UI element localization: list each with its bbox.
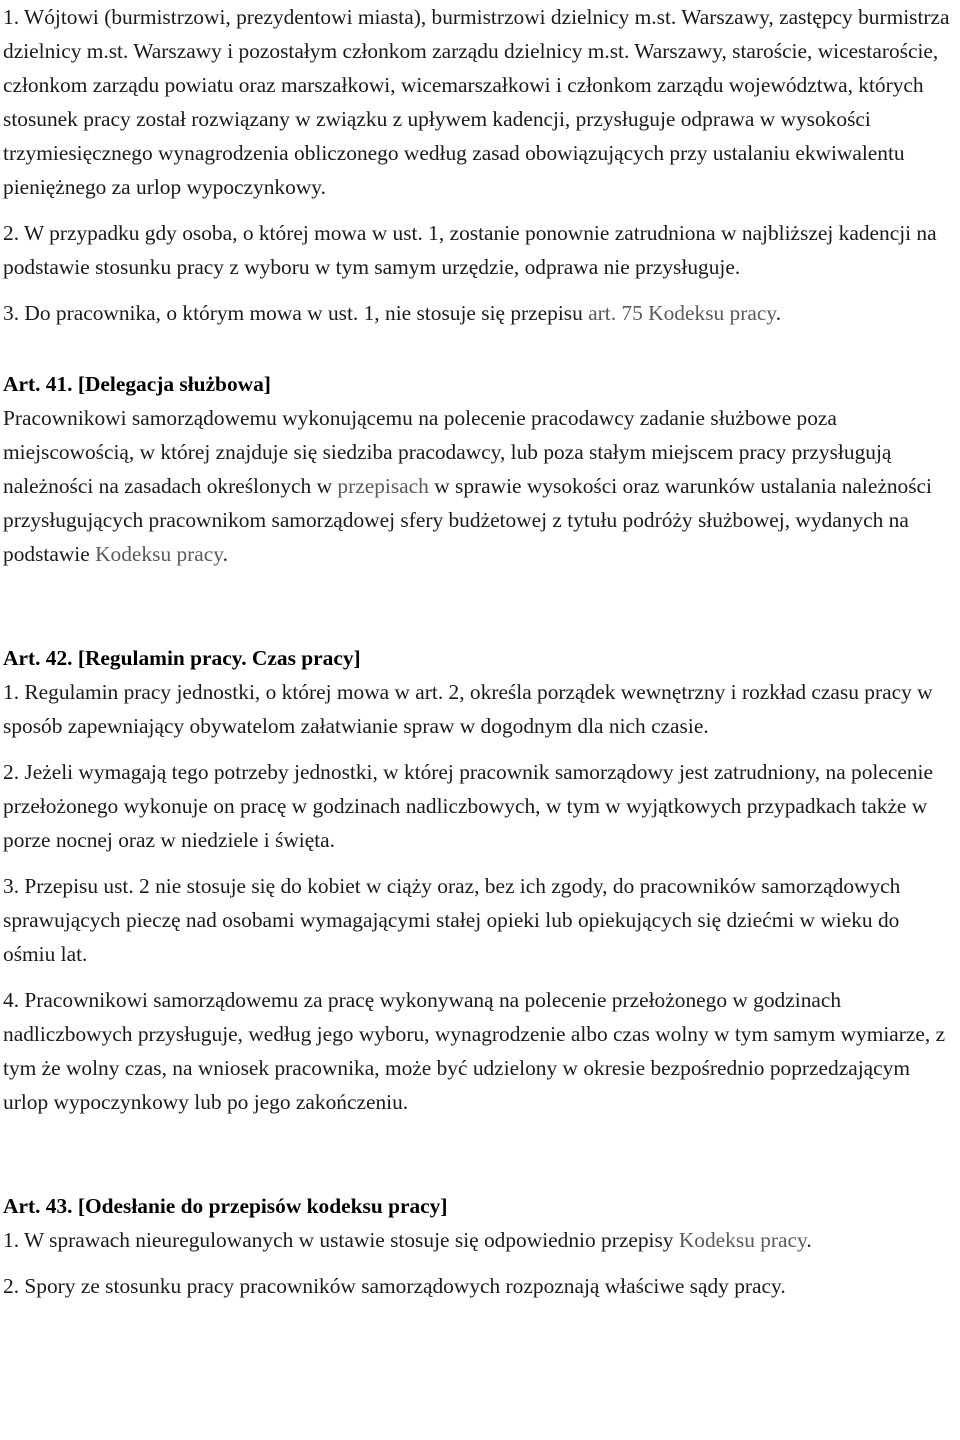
paragraph-text: Pracownikowi samorządowemu wykonującemu na polecenie pracodawcy zadanie służbowe poza miejscowością, w której znajduje się siedziba pracodawcy, lub poza stałym miejscem pracy przysługują należności na zasadach określonych w [3, 406, 892, 498]
paragraph: 1. Regulamin pracy jednostki, o której mowa w art. 2, określa porządek wewnętrzny i rozkład czasu pracy w sposób zapewniający obywatelom załatwianie spraw w dogodnym dla nich czasie. [3, 680, 933, 738]
paragraph [3, 1223, 952, 1257]
paragraph-text: 3. Do pracownika, o którym mowa w ust. 1, nie stosuje się przepisu [3, 301, 589, 325]
przepisy-link[interactable]: przepisach [337, 474, 429, 498]
paragraph: 2. W przypadku gdy osoba, o której mowa w ust. 1, zostanie ponownie zatrudniona w najbliższej kadencji na podstawie stosunku pracy z wyboru w tym samym urzędzie, odprawa nie przysługuje. [3, 221, 937, 279]
paragraph: 4. Pracownikowi samorządowemu za pracę wykonywaną na polecenie przełożonego w godzinach nadliczbowych przysługuje, według jego wyboru, wynagrodzenie albo czas wolny w tym samym wymiarze, z tym że wolny czas, na wniosek pracownika, może być udzielony w okresie bezpośrednio poprzedzającym urlop wypoczynkowy lub po jego zakończeniu. [3, 988, 946, 1114]
paragraph-text: 1. W sprawach nieuregulowanych w ustawie stosuje się odpowiednio przepisy [3, 1228, 679, 1252]
paragraph-text: . [806, 1228, 812, 1252]
paragraph-text: . [222, 542, 228, 566]
kodeks-pracy-link[interactable]: Kodeksu pracy [678, 1228, 807, 1252]
kodeks-pracy-link[interactable]: Kodeksu pracy [95, 542, 223, 566]
paragraph: 3. Przepisu ust. 2 nie stosuje się do kobiet w ciąży oraz, bez ich zgody, do pracowników samorządowych sprawujących pieczę nad osobami wymagającymi stałej opieki lub opiekujących się dziećmi w wieku do ośmiu lat. [3, 874, 901, 966]
article-42-heading: Art. 42. [Regulamin pracy. Czas pracy] [3, 646, 361, 670]
article-41-heading: Art. 41. [Delegacja służbowa] [3, 372, 271, 396]
paragraph-text: w sprawie wysokości oraz warunków ustalania należności przysługujących pracownikom samorządowej sfery budżetowej z tytułu podróży służbowej, wydanych na podstawie [3, 474, 932, 566]
paragraph: 2. Spory ze stosunku pracy pracowników samorządowych rozpoznają właściwe sądy pracy. [3, 1274, 786, 1298]
paragraph [3, 296, 952, 330]
kodeks-pracy-art-75-link[interactable]: art. 75 Kodeksu pracy [588, 301, 776, 325]
paragraph: 1. Wójtowi (burmistrzowi, prezydentowi miasta), burmistrzowi dzielnicy m.st. Warszawy, zastępcy burmistrza dzielnicy m.st. Warszawy i pozostałym członkom zarządu dzielnicy m.st. Warszawy, staroście, wicestaroście, członkom zarządu powiatu oraz marszałkowi, wicemarszałkowi i członkom zarządu województwa, których stosunek pracy został rozwiązany w związku z upływem kadencji, przysługuje odprawa w wysokości trzymiesięcznego wynagrodzenia obliczonego według zasad obowiązujących przy ustalaniu ekwiwalentu pieniężnego za urlop wypoczynkowy. [3, 5, 950, 199]
article-43-heading: Art. 43. [Odesłanie do przepisów kodeksu pracy] [3, 1194, 448, 1218]
paragraph: 2. Jeżeli wymagają tego potrzeby jednostki, w której pracownik samorządowy jest zatrudniony, na polecenie przełożonego wykonuje on pracę w godzinach nadliczbowych, w tym w wyjątkowych przypadkach także w porze nocnej oraz w niedziele i święta. [3, 760, 933, 852]
paragraph [3, 401, 952, 571]
paragraph-text: . [775, 301, 782, 325]
